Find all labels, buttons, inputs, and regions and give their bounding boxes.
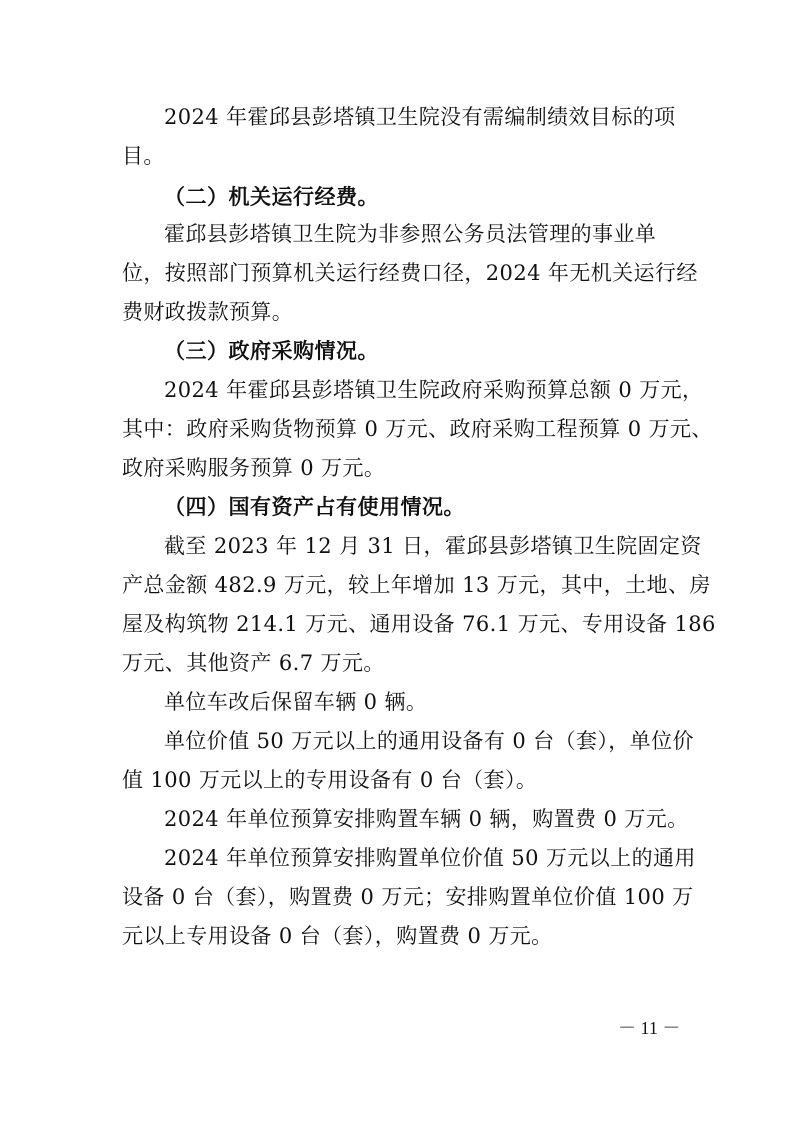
paragraph-line: 设备 0 台（套），购置费 0 万元；安排购置单位价值 100 万 (122, 885, 694, 909)
section-heading: （四）国有资产占有使用情况。 (164, 495, 465, 519)
paragraph-line: 2024 年霍邱县彭塔镇卫生院政府采购预算总额 0 万元， (164, 378, 704, 402)
paragraph-line: 值 100 万元以上的专用设备有 0 台（套）。 (122, 768, 538, 792)
paragraph-line: 2024 年霍邱县彭塔镇卫生院没有需编制绩效目标的项 (164, 105, 676, 129)
page-number: － 11 － (618, 1018, 681, 1038)
paragraph-line: 屋及构筑物 214.1 万元、通用设备 76.1 万元、专用设备 186 (122, 612, 716, 636)
paragraph-line: 截至 2023 年 12 月 31 日，霍邱县彭塔镇卫生院固定资 (164, 534, 702, 558)
paragraph-line: 单位价值 50 万元以上的通用设备有 0 台（套），单位价 (164, 729, 694, 753)
section-heading: （二）机关运行经费。 (164, 185, 379, 209)
paragraph-line: 位，按照部门预算机关运行经费口径，2024 年无机关运行经 (122, 261, 698, 285)
paragraph-line: 元以上专用设备 0 台（套），购置费 0 万元。 (122, 924, 553, 948)
paragraph-line: 费财政拨款预算。 (122, 300, 294, 324)
paragraph-line: 目。 (122, 144, 165, 168)
section-heading: （三）政府采购情况。 (164, 339, 379, 363)
paragraph-line: 单位车改后保留车辆 0 辆。 (164, 690, 428, 714)
paragraph-line: 万元、其他资产 6.7 万元。 (122, 651, 385, 675)
paragraph-line: 2024 年单位预算安排购置车辆 0 辆，购置费 0 万元。 (164, 807, 689, 831)
paragraph-line: 政府采购服务预算 0 万元。 (122, 456, 386, 480)
paragraph-line: 其中：政府采购货物预算 0 万元、政府采购工程预算 0 万元、 (122, 417, 713, 441)
paragraph-line: 霍邱县彭塔镇卫生院为非参照公务员法管理的事业单 (164, 222, 657, 246)
paragraph-line: 产总金额 482.9 万元，较上年增加 13 万元，其中，土地、房 (122, 573, 711, 597)
paragraph-line: 2024 年单位预算安排购置单位价值 50 万元以上的通用 (164, 846, 696, 870)
